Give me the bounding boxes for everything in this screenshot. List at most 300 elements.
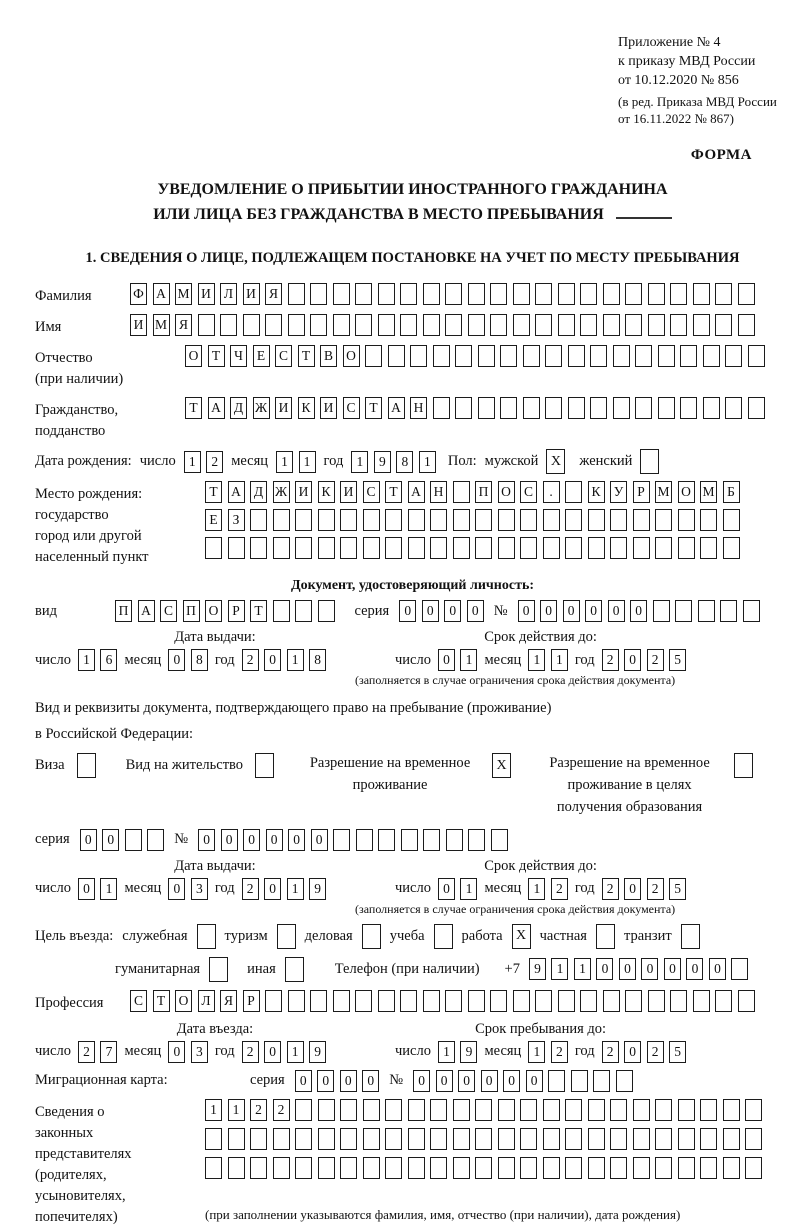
char-box[interactable]: 2 xyxy=(250,1099,267,1121)
char-box[interactable] xyxy=(453,1099,470,1121)
char-box[interactable] xyxy=(715,314,732,336)
char-box[interactable] xyxy=(243,314,260,336)
char-box[interactable] xyxy=(498,509,515,531)
char-box[interactable]: 0 xyxy=(608,600,625,622)
char-box[interactable]: Т xyxy=(153,990,170,1012)
char-box[interactable] xyxy=(700,1099,717,1121)
char-box[interactable] xyxy=(498,1128,515,1150)
char-box[interactable] xyxy=(430,1157,447,1179)
char-box[interactable] xyxy=(513,990,530,1012)
char-box[interactable] xyxy=(265,314,282,336)
char-box[interactable] xyxy=(355,283,372,305)
char-box[interactable] xyxy=(731,958,748,980)
char-box[interactable]: 1 xyxy=(276,451,293,473)
char-box[interactable] xyxy=(580,283,597,305)
char-box[interactable] xyxy=(491,829,508,851)
char-box[interactable] xyxy=(678,509,695,531)
char-box[interactable] xyxy=(198,314,215,336)
char-box[interactable] xyxy=(625,283,642,305)
char-box[interactable] xyxy=(565,1157,582,1179)
char-box[interactable]: 0 xyxy=(624,878,641,900)
char-box[interactable] xyxy=(498,1099,515,1121)
char-box[interactable]: 9 xyxy=(374,451,391,473)
char-box[interactable]: 0 xyxy=(563,600,580,622)
char-box[interactable]: 0 xyxy=(264,1041,281,1063)
char-box[interactable]: Т xyxy=(250,600,267,622)
char-box[interactable]: Т xyxy=(208,345,225,367)
char-box[interactable] xyxy=(318,600,335,622)
char-box[interactable] xyxy=(610,509,627,531)
char-box[interactable] xyxy=(433,397,450,419)
char-box[interactable]: 1 xyxy=(460,649,477,671)
char-box[interactable] xyxy=(490,990,507,1012)
char-box[interactable] xyxy=(625,990,642,1012)
char-box[interactable] xyxy=(478,345,495,367)
char-box[interactable] xyxy=(478,397,495,419)
char-box[interactable] xyxy=(355,314,372,336)
char-box[interactable] xyxy=(588,537,605,559)
char-box[interactable]: В xyxy=(320,345,337,367)
char-box[interactable] xyxy=(520,537,537,559)
char-box[interactable]: 0 xyxy=(311,829,328,851)
char-box[interactable]: 0 xyxy=(168,649,185,671)
char-box[interactable]: О xyxy=(205,600,222,622)
char-box[interactable] xyxy=(205,537,222,559)
char-box[interactable] xyxy=(698,600,715,622)
char-box[interactable] xyxy=(548,1070,565,1092)
char-box[interactable]: 8 xyxy=(191,649,208,671)
char-box[interactable] xyxy=(385,1128,402,1150)
char-box[interactable] xyxy=(613,397,630,419)
char-box[interactable] xyxy=(545,397,562,419)
char-box[interactable]: 2 xyxy=(647,878,664,900)
char-box[interactable] xyxy=(408,1099,425,1121)
char-box[interactable] xyxy=(333,283,350,305)
char-box[interactable] xyxy=(580,990,597,1012)
char-box[interactable] xyxy=(653,600,670,622)
char-box[interactable]: 0 xyxy=(399,600,416,622)
char-box[interactable] xyxy=(655,537,672,559)
char-box[interactable] xyxy=(513,314,530,336)
char-box[interactable] xyxy=(633,1099,650,1121)
char-box[interactable]: 0 xyxy=(585,600,602,622)
char-box[interactable]: И xyxy=(295,481,312,503)
char-box[interactable] xyxy=(453,481,470,503)
char-box[interactable]: 1 xyxy=(78,649,95,671)
char-box[interactable] xyxy=(675,600,692,622)
char-box[interactable] xyxy=(635,345,652,367)
char-box[interactable] xyxy=(408,509,425,531)
char-box[interactable]: 1 xyxy=(528,878,545,900)
char-box[interactable]: 0 xyxy=(80,829,97,851)
char-box[interactable] xyxy=(603,314,620,336)
char-box[interactable]: 3 xyxy=(191,1041,208,1063)
char-box[interactable]: 1 xyxy=(460,878,477,900)
char-box[interactable] xyxy=(205,1157,222,1179)
char-box[interactable] xyxy=(498,1157,515,1179)
char-box[interactable] xyxy=(610,1099,627,1121)
char-box[interactable]: 5 xyxy=(669,1041,686,1063)
char-box[interactable]: Р xyxy=(243,990,260,1012)
char-box[interactable] xyxy=(455,345,472,367)
char-box[interactable] xyxy=(385,1099,402,1121)
char-box[interactable] xyxy=(430,1099,447,1121)
char-box[interactable] xyxy=(633,509,650,531)
char-box[interactable] xyxy=(423,829,440,851)
char-box[interactable] xyxy=(318,1157,335,1179)
char-box[interactable] xyxy=(355,990,372,1012)
char-box[interactable] xyxy=(318,509,335,531)
char-box[interactable]: 0 xyxy=(686,958,703,980)
char-box[interactable]: 2 xyxy=(206,451,223,473)
char-box[interactable]: 0 xyxy=(436,1070,453,1092)
char-box[interactable] xyxy=(378,314,395,336)
char-box[interactable] xyxy=(288,283,305,305)
char-box[interactable]: 2 xyxy=(647,649,664,671)
char-box[interactable] xyxy=(565,509,582,531)
char-box[interactable] xyxy=(453,509,470,531)
char-box[interactable] xyxy=(588,509,605,531)
char-box[interactable]: 2 xyxy=(242,1041,259,1063)
char-box[interactable]: 0 xyxy=(168,1041,185,1063)
char-box[interactable] xyxy=(433,345,450,367)
char-box[interactable]: 2 xyxy=(551,878,568,900)
char-box[interactable] xyxy=(565,1128,582,1150)
char-box[interactable] xyxy=(693,990,710,1012)
char-box[interactable]: И xyxy=(243,283,260,305)
char-box[interactable]: X xyxy=(512,924,531,949)
char-box[interactable]: Л xyxy=(220,283,237,305)
char-box[interactable] xyxy=(475,537,492,559)
char-box[interactable]: 1 xyxy=(351,451,368,473)
char-box[interactable]: А xyxy=(228,481,245,503)
char-box[interactable]: 5 xyxy=(669,649,686,671)
char-box[interactable] xyxy=(490,314,507,336)
char-box[interactable] xyxy=(734,753,753,778)
char-box[interactable]: 2 xyxy=(273,1099,290,1121)
char-box[interactable]: 1 xyxy=(184,451,201,473)
char-box[interactable] xyxy=(603,283,620,305)
char-box[interactable]: Е xyxy=(253,345,270,367)
char-box[interactable]: 1 xyxy=(228,1099,245,1121)
char-box[interactable] xyxy=(356,829,373,851)
char-box[interactable] xyxy=(147,829,164,851)
char-box[interactable] xyxy=(277,924,296,949)
char-box[interactable] xyxy=(333,829,350,851)
char-box[interactable]: 0 xyxy=(481,1070,498,1092)
char-box[interactable]: М xyxy=(655,481,672,503)
char-box[interactable] xyxy=(430,509,447,531)
char-box[interactable] xyxy=(681,924,700,949)
char-box[interactable] xyxy=(603,990,620,1012)
char-box[interactable] xyxy=(434,924,453,949)
char-box[interactable] xyxy=(378,829,395,851)
char-box[interactable] xyxy=(445,283,462,305)
char-box[interactable] xyxy=(648,314,665,336)
char-box[interactable] xyxy=(288,990,305,1012)
char-box[interactable]: 1 xyxy=(551,649,568,671)
char-box[interactable]: К xyxy=(588,481,605,503)
char-box[interactable] xyxy=(723,537,740,559)
char-box[interactable]: 2 xyxy=(78,1041,95,1063)
char-box[interactable]: 0 xyxy=(596,958,613,980)
char-box[interactable] xyxy=(125,829,142,851)
char-box[interactable]: Н xyxy=(430,481,447,503)
char-box[interactable] xyxy=(250,537,267,559)
char-box[interactable] xyxy=(408,1157,425,1179)
char-box[interactable] xyxy=(310,283,327,305)
char-box[interactable] xyxy=(738,990,755,1012)
char-box[interactable] xyxy=(543,1157,560,1179)
char-box[interactable]: 0 xyxy=(624,649,641,671)
char-box[interactable] xyxy=(295,1099,312,1121)
char-box[interactable] xyxy=(340,537,357,559)
char-box[interactable]: Д xyxy=(250,481,267,503)
char-box[interactable] xyxy=(670,990,687,1012)
char-box[interactable]: С xyxy=(275,345,292,367)
char-box[interactable]: 0 xyxy=(641,958,658,980)
char-box[interactable] xyxy=(445,990,462,1012)
char-box[interactable] xyxy=(558,283,575,305)
char-box[interactable] xyxy=(543,1099,560,1121)
char-box[interactable] xyxy=(523,345,540,367)
char-box[interactable]: Ч xyxy=(230,345,247,367)
char-box[interactable]: М xyxy=(175,283,192,305)
char-box[interactable]: М xyxy=(153,314,170,336)
char-box[interactable]: П xyxy=(475,481,492,503)
char-box[interactable] xyxy=(558,314,575,336)
char-box[interactable] xyxy=(500,345,517,367)
char-box[interactable] xyxy=(633,1157,650,1179)
char-box[interactable] xyxy=(273,1157,290,1179)
char-box[interactable] xyxy=(295,1157,312,1179)
char-box[interactable] xyxy=(588,1128,605,1150)
char-box[interactable]: 1 xyxy=(419,451,436,473)
char-box[interactable]: 0 xyxy=(264,878,281,900)
char-box[interactable]: 0 xyxy=(264,649,281,671)
char-box[interactable]: О xyxy=(498,481,515,503)
char-box[interactable] xyxy=(333,990,350,1012)
char-box[interactable] xyxy=(535,314,552,336)
char-box[interactable]: Я xyxy=(175,314,192,336)
char-box[interactable] xyxy=(423,314,440,336)
char-box[interactable]: 1 xyxy=(287,649,304,671)
char-box[interactable]: Т xyxy=(298,345,315,367)
char-box[interactable] xyxy=(610,537,627,559)
char-box[interactable] xyxy=(513,283,530,305)
char-box[interactable] xyxy=(745,1128,762,1150)
char-box[interactable]: 0 xyxy=(444,600,461,622)
char-box[interactable]: 0 xyxy=(664,958,681,980)
char-box[interactable]: 0 xyxy=(422,600,439,622)
char-box[interactable] xyxy=(593,1070,610,1092)
char-box[interactable] xyxy=(446,829,463,851)
char-box[interactable]: 1 xyxy=(574,958,591,980)
char-box[interactable]: Р xyxy=(228,600,245,622)
char-box[interactable] xyxy=(680,345,697,367)
char-box[interactable]: И xyxy=(340,481,357,503)
char-box[interactable]: . xyxy=(543,481,560,503)
char-box[interactable]: Т xyxy=(185,397,202,419)
char-box[interactable]: 1 xyxy=(528,1041,545,1063)
char-box[interactable] xyxy=(543,509,560,531)
char-box[interactable]: 8 xyxy=(309,649,326,671)
char-box[interactable] xyxy=(455,397,472,419)
char-box[interactable] xyxy=(565,481,582,503)
char-box[interactable]: К xyxy=(298,397,315,419)
char-box[interactable] xyxy=(625,314,642,336)
char-box[interactable] xyxy=(655,509,672,531)
char-box[interactable]: И xyxy=(275,397,292,419)
char-box[interactable] xyxy=(680,397,697,419)
char-box[interactable] xyxy=(295,537,312,559)
char-box[interactable]: С xyxy=(160,600,177,622)
char-box[interactable]: С xyxy=(343,397,360,419)
char-box[interactable]: 0 xyxy=(467,600,484,622)
char-box[interactable]: 3 xyxy=(191,878,208,900)
char-box[interactable]: 0 xyxy=(102,829,119,851)
char-box[interactable] xyxy=(748,397,765,419)
char-box[interactable]: А xyxy=(408,481,425,503)
char-box[interactable] xyxy=(408,1128,425,1150)
char-box[interactable]: З xyxy=(228,509,245,531)
char-box[interactable]: М xyxy=(700,481,717,503)
char-box[interactable] xyxy=(430,1128,447,1150)
char-box[interactable] xyxy=(655,1157,672,1179)
char-box[interactable] xyxy=(273,600,290,622)
char-box[interactable] xyxy=(520,1157,537,1179)
char-box[interactable]: 2 xyxy=(647,1041,664,1063)
char-box[interactable]: 1 xyxy=(205,1099,222,1121)
char-box[interactable] xyxy=(445,314,462,336)
char-box[interactable] xyxy=(635,397,652,419)
char-box[interactable]: 0 xyxy=(624,1041,641,1063)
char-box[interactable]: С xyxy=(363,481,380,503)
char-box[interactable]: 0 xyxy=(340,1070,357,1092)
char-box[interactable] xyxy=(220,314,237,336)
char-box[interactable]: О xyxy=(185,345,202,367)
char-box[interactable] xyxy=(408,537,425,559)
char-box[interactable]: У xyxy=(610,481,627,503)
char-box[interactable] xyxy=(543,1128,560,1150)
char-box[interactable]: 0 xyxy=(198,829,215,851)
char-box[interactable] xyxy=(738,283,755,305)
char-box[interactable] xyxy=(295,600,312,622)
char-box[interactable] xyxy=(378,990,395,1012)
char-box[interactable] xyxy=(378,283,395,305)
char-box[interactable]: 0 xyxy=(243,829,260,851)
char-box[interactable] xyxy=(197,924,216,949)
char-box[interactable] xyxy=(580,314,597,336)
char-box[interactable]: 0 xyxy=(518,600,535,622)
char-box[interactable]: 0 xyxy=(503,1070,520,1092)
char-box[interactable] xyxy=(670,283,687,305)
char-box[interactable] xyxy=(468,314,485,336)
char-box[interactable] xyxy=(670,314,687,336)
char-box[interactable] xyxy=(633,1128,650,1150)
char-box[interactable]: 8 xyxy=(396,451,413,473)
char-box[interactable] xyxy=(285,957,304,982)
char-box[interactable]: 6 xyxy=(100,649,117,671)
char-box[interactable] xyxy=(520,509,537,531)
char-box[interactable]: Д xyxy=(230,397,247,419)
char-box[interactable] xyxy=(725,345,742,367)
char-box[interactable]: 0 xyxy=(362,1070,379,1092)
char-box[interactable] xyxy=(423,283,440,305)
char-box[interactable] xyxy=(558,990,575,1012)
char-box[interactable] xyxy=(340,509,357,531)
char-box[interactable]: Т xyxy=(385,481,402,503)
char-box[interactable] xyxy=(423,990,440,1012)
char-box[interactable]: 0 xyxy=(168,878,185,900)
char-box[interactable] xyxy=(500,397,517,419)
char-box[interactable]: 9 xyxy=(460,1041,477,1063)
char-box[interactable]: 2 xyxy=(602,878,619,900)
char-box[interactable]: 0 xyxy=(438,649,455,671)
char-box[interactable] xyxy=(388,345,405,367)
char-box[interactable]: 5 xyxy=(669,878,686,900)
char-box[interactable] xyxy=(723,1099,740,1121)
char-box[interactable]: X xyxy=(546,449,565,474)
char-box[interactable] xyxy=(453,1157,470,1179)
char-box[interactable]: 7 xyxy=(100,1041,117,1063)
char-box[interactable]: 1 xyxy=(299,451,316,473)
char-box[interactable]: 9 xyxy=(309,1041,326,1063)
char-box[interactable] xyxy=(520,1099,537,1121)
char-box[interactable] xyxy=(743,600,760,622)
char-box[interactable] xyxy=(288,314,305,336)
char-box[interactable] xyxy=(523,397,540,419)
char-box[interactable]: 1 xyxy=(287,1041,304,1063)
char-box[interactable] xyxy=(535,283,552,305)
char-box[interactable]: О xyxy=(343,345,360,367)
char-box[interactable] xyxy=(700,1157,717,1179)
char-box[interactable]: Ф xyxy=(130,283,147,305)
char-box[interactable] xyxy=(596,924,615,949)
char-box[interactable] xyxy=(648,283,665,305)
char-box[interactable]: С xyxy=(130,990,147,1012)
char-box[interactable]: Б xyxy=(723,481,740,503)
char-box[interactable] xyxy=(363,1128,380,1150)
char-box[interactable]: X xyxy=(492,753,511,778)
char-box[interactable] xyxy=(255,753,274,778)
char-box[interactable]: 0 xyxy=(221,829,238,851)
char-box[interactable] xyxy=(468,283,485,305)
char-box[interactable] xyxy=(715,283,732,305)
char-box[interactable] xyxy=(340,1128,357,1150)
char-box[interactable] xyxy=(400,283,417,305)
char-box[interactable] xyxy=(720,600,737,622)
char-box[interactable] xyxy=(590,345,607,367)
char-box[interactable] xyxy=(610,1157,627,1179)
char-box[interactable] xyxy=(568,397,585,419)
char-box[interactable] xyxy=(610,1128,627,1150)
char-box[interactable]: 0 xyxy=(413,1070,430,1092)
char-box[interactable] xyxy=(475,1157,492,1179)
char-box[interactable]: К xyxy=(318,481,335,503)
char-box[interactable]: 2 xyxy=(602,649,619,671)
char-box[interactable] xyxy=(571,1070,588,1092)
char-box[interactable] xyxy=(385,537,402,559)
char-box[interactable]: Н xyxy=(410,397,427,419)
char-box[interactable] xyxy=(655,1128,672,1150)
char-box[interactable] xyxy=(568,345,585,367)
char-box[interactable]: 2 xyxy=(602,1041,619,1063)
char-box[interactable]: 0 xyxy=(526,1070,543,1092)
char-box[interactable] xyxy=(655,1099,672,1121)
char-box[interactable]: Т xyxy=(205,481,222,503)
char-box[interactable]: О xyxy=(678,481,695,503)
